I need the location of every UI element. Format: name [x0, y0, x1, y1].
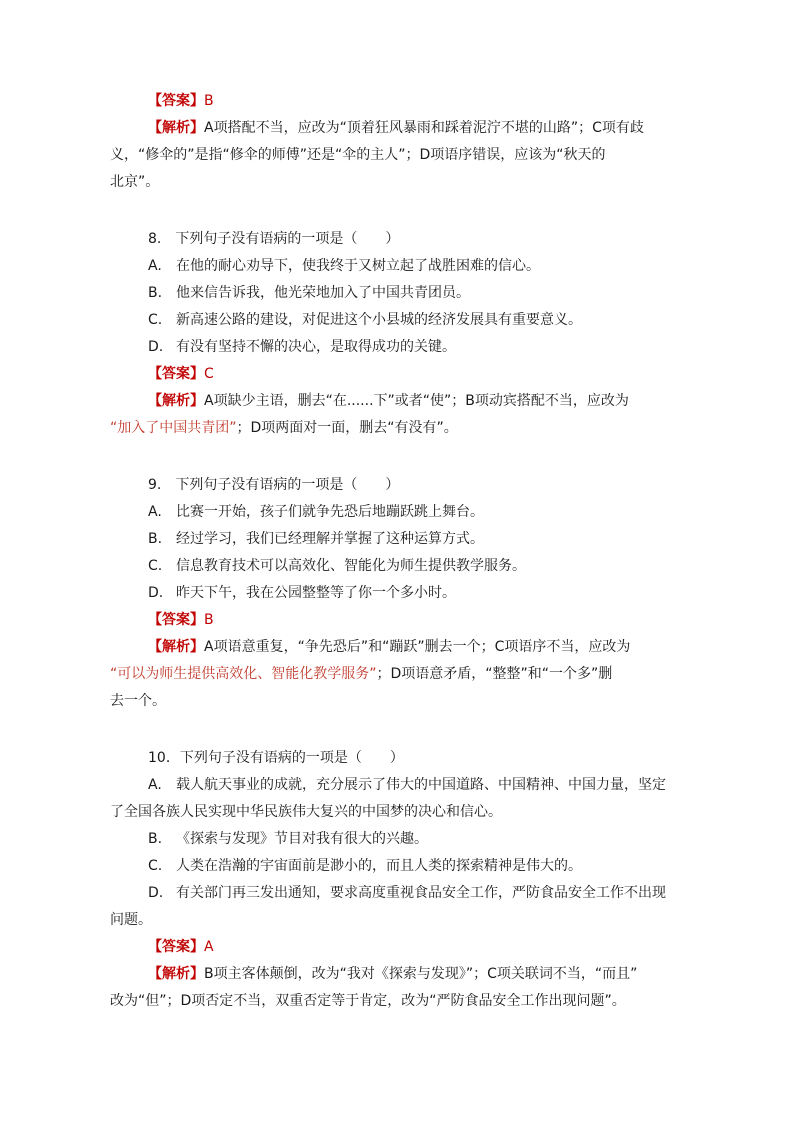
q8-stem: 8. 下列句子没有语病的一项是（ ） — [148, 231, 400, 247]
option-key: D. — [148, 885, 164, 901]
question-8 — [110, 226, 680, 442]
answer-label: 【答案】 — [148, 366, 204, 382]
q9-option-c — [110, 553, 680, 580]
analysis-text: A项搭配不当，应改为“顶着狂风暴雨和踩着泥泞不堪的山路”；C项有歧 — [204, 120, 644, 136]
q8-analysis-line-1 — [110, 388, 680, 415]
analysis-highlight: “可以为师生提供高效化、智能化教学服务” — [110, 666, 377, 682]
q9-option-a — [110, 499, 680, 526]
option-key: B. — [148, 531, 163, 547]
option-key: D. — [148, 585, 164, 601]
option-text: 信息教育技术可以高效化、智能化为师生提供教学服务。 — [176, 558, 526, 574]
q10-analysis-line-1 — [110, 961, 680, 988]
option-key: B. — [148, 285, 163, 301]
option-key: D. — [148, 339, 164, 355]
option-text: 在他的耐心劝导下，使我终于又树立起了战胜困难的信心。 — [176, 258, 540, 274]
analysis-text: ；D项语意矛盾，“整整”和“一个多”删 — [376, 666, 613, 682]
q8-analysis-line-2 — [110, 415, 680, 442]
q7-analysis-line-1 — [110, 115, 680, 142]
option-key: A. — [148, 504, 162, 520]
q10-answer — [110, 934, 680, 961]
q8-option-a — [110, 253, 680, 280]
answer-value: C — [204, 366, 214, 382]
q9-analysis-line-3: 去一个。 — [110, 693, 166, 709]
question-10 — [110, 745, 680, 1015]
analysis-text: ；D项两面对一面，删去“有没有”。 — [236, 420, 458, 436]
q9-option-d — [110, 580, 680, 607]
answer-label: 【答案】 — [148, 612, 204, 628]
option-text: 他来信告诉我，他光荣地加入了中国共青团员。 — [176, 285, 470, 301]
q7-analysis-line-2: 义，“修伞的”是指“修伞的师傅”还是“伞的主人”；D项语序错误，应该为“秋天的 — [110, 147, 606, 163]
q10-option-c — [110, 853, 680, 880]
analysis-highlight: “加入了中国共青团” — [110, 420, 237, 436]
q9-stem: 9. 下列句子没有语病的一项是（ ） — [148, 477, 400, 493]
option-text: 经过学习，我们已经理解并掌握了这种运算方式。 — [176, 531, 484, 547]
question-9 — [110, 472, 680, 715]
q10-analysis-line-2: 改为“但”；D项否定不当，双重否定等于肯定，改为“严防食品安全工作出现问题”。 — [110, 993, 626, 1009]
q8-option-d — [110, 334, 680, 361]
option-text: 有没有坚持不懈的决心，是取得成功的关键。 — [176, 339, 456, 355]
analysis-label: 【解析】 — [148, 639, 204, 655]
q10-option-b — [110, 826, 680, 853]
q10-stem: 10．下列句子没有语病的一项是（ ） — [148, 750, 404, 766]
q9-analysis-line-2 — [110, 661, 680, 688]
option-key: A. — [148, 258, 162, 274]
q10-option-d-cont: 问题。 — [110, 912, 152, 928]
q8-option-c — [110, 307, 680, 334]
q9-answer — [110, 607, 680, 634]
analysis-label: 【解析】 — [148, 120, 204, 136]
option-key: C. — [148, 312, 163, 328]
option-key: B. — [148, 831, 163, 847]
analysis-text: A项缺少主语，删去“在......下”或者“使”；B项动宾搭配不当，应改为 — [204, 393, 629, 409]
option-key: C. — [148, 558, 163, 574]
option-text: 有关部门再三发出通知，要求高度重视食品安全工作，严防食品安全工作不出现 — [176, 885, 666, 901]
answer-value: B — [204, 612, 214, 628]
q9-analysis-line-1 — [110, 634, 680, 661]
q10-option-d — [110, 880, 680, 907]
option-text: 比赛一开始，孩子们就争先恐后地蹦跃跳上舞台。 — [176, 504, 484, 520]
answer-value: A — [204, 939, 214, 955]
option-text: 载人航天事业的成就，充分展示了伟大的中国道路、中国精神、中国力量，坚定 — [176, 777, 666, 793]
q7-answer — [110, 88, 680, 115]
option-text: 新高速公路的建设，对促进这个小县城的经济发展具有重要意义。 — [176, 312, 582, 328]
option-text: 《探索与发现》节目对我有很大的兴趣。 — [176, 831, 428, 847]
q8-option-b — [110, 280, 680, 307]
q10-option-a — [110, 772, 680, 799]
analysis-label: 【解析】 — [148, 966, 204, 982]
q7-answer-block — [110, 88, 680, 196]
option-key: C. — [148, 858, 163, 874]
option-text: 昨天下午，我在公园整整等了你一个多小时。 — [176, 585, 456, 601]
analysis-text: B项主客体颠倒，改为“我对《探索与发现》”；C项关联词不当，“而且” — [204, 966, 638, 982]
answer-value: B — [204, 93, 214, 109]
option-key: A. — [148, 777, 162, 793]
q9-option-b — [110, 526, 680, 553]
answer-label: 【答案】 — [148, 939, 204, 955]
answer-label: 【答案】 — [148, 93, 204, 109]
q8-answer — [110, 361, 680, 388]
analysis-label: 【解析】 — [148, 393, 204, 409]
q10-option-a-cont: 了全国各族人民实现中华民族伟大复兴的中国梦的决心和信心。 — [110, 804, 502, 820]
option-text: 人类在浩瀚的宇宙面前是渺小的，而且人类的探索精神是伟大的。 — [176, 858, 582, 874]
analysis-text: A项语意重复，“争先恐后”和“蹦跃”删去一个；C项语序不当，应改为 — [204, 639, 631, 655]
q7-analysis-line-3: 北京”。 — [110, 174, 160, 190]
